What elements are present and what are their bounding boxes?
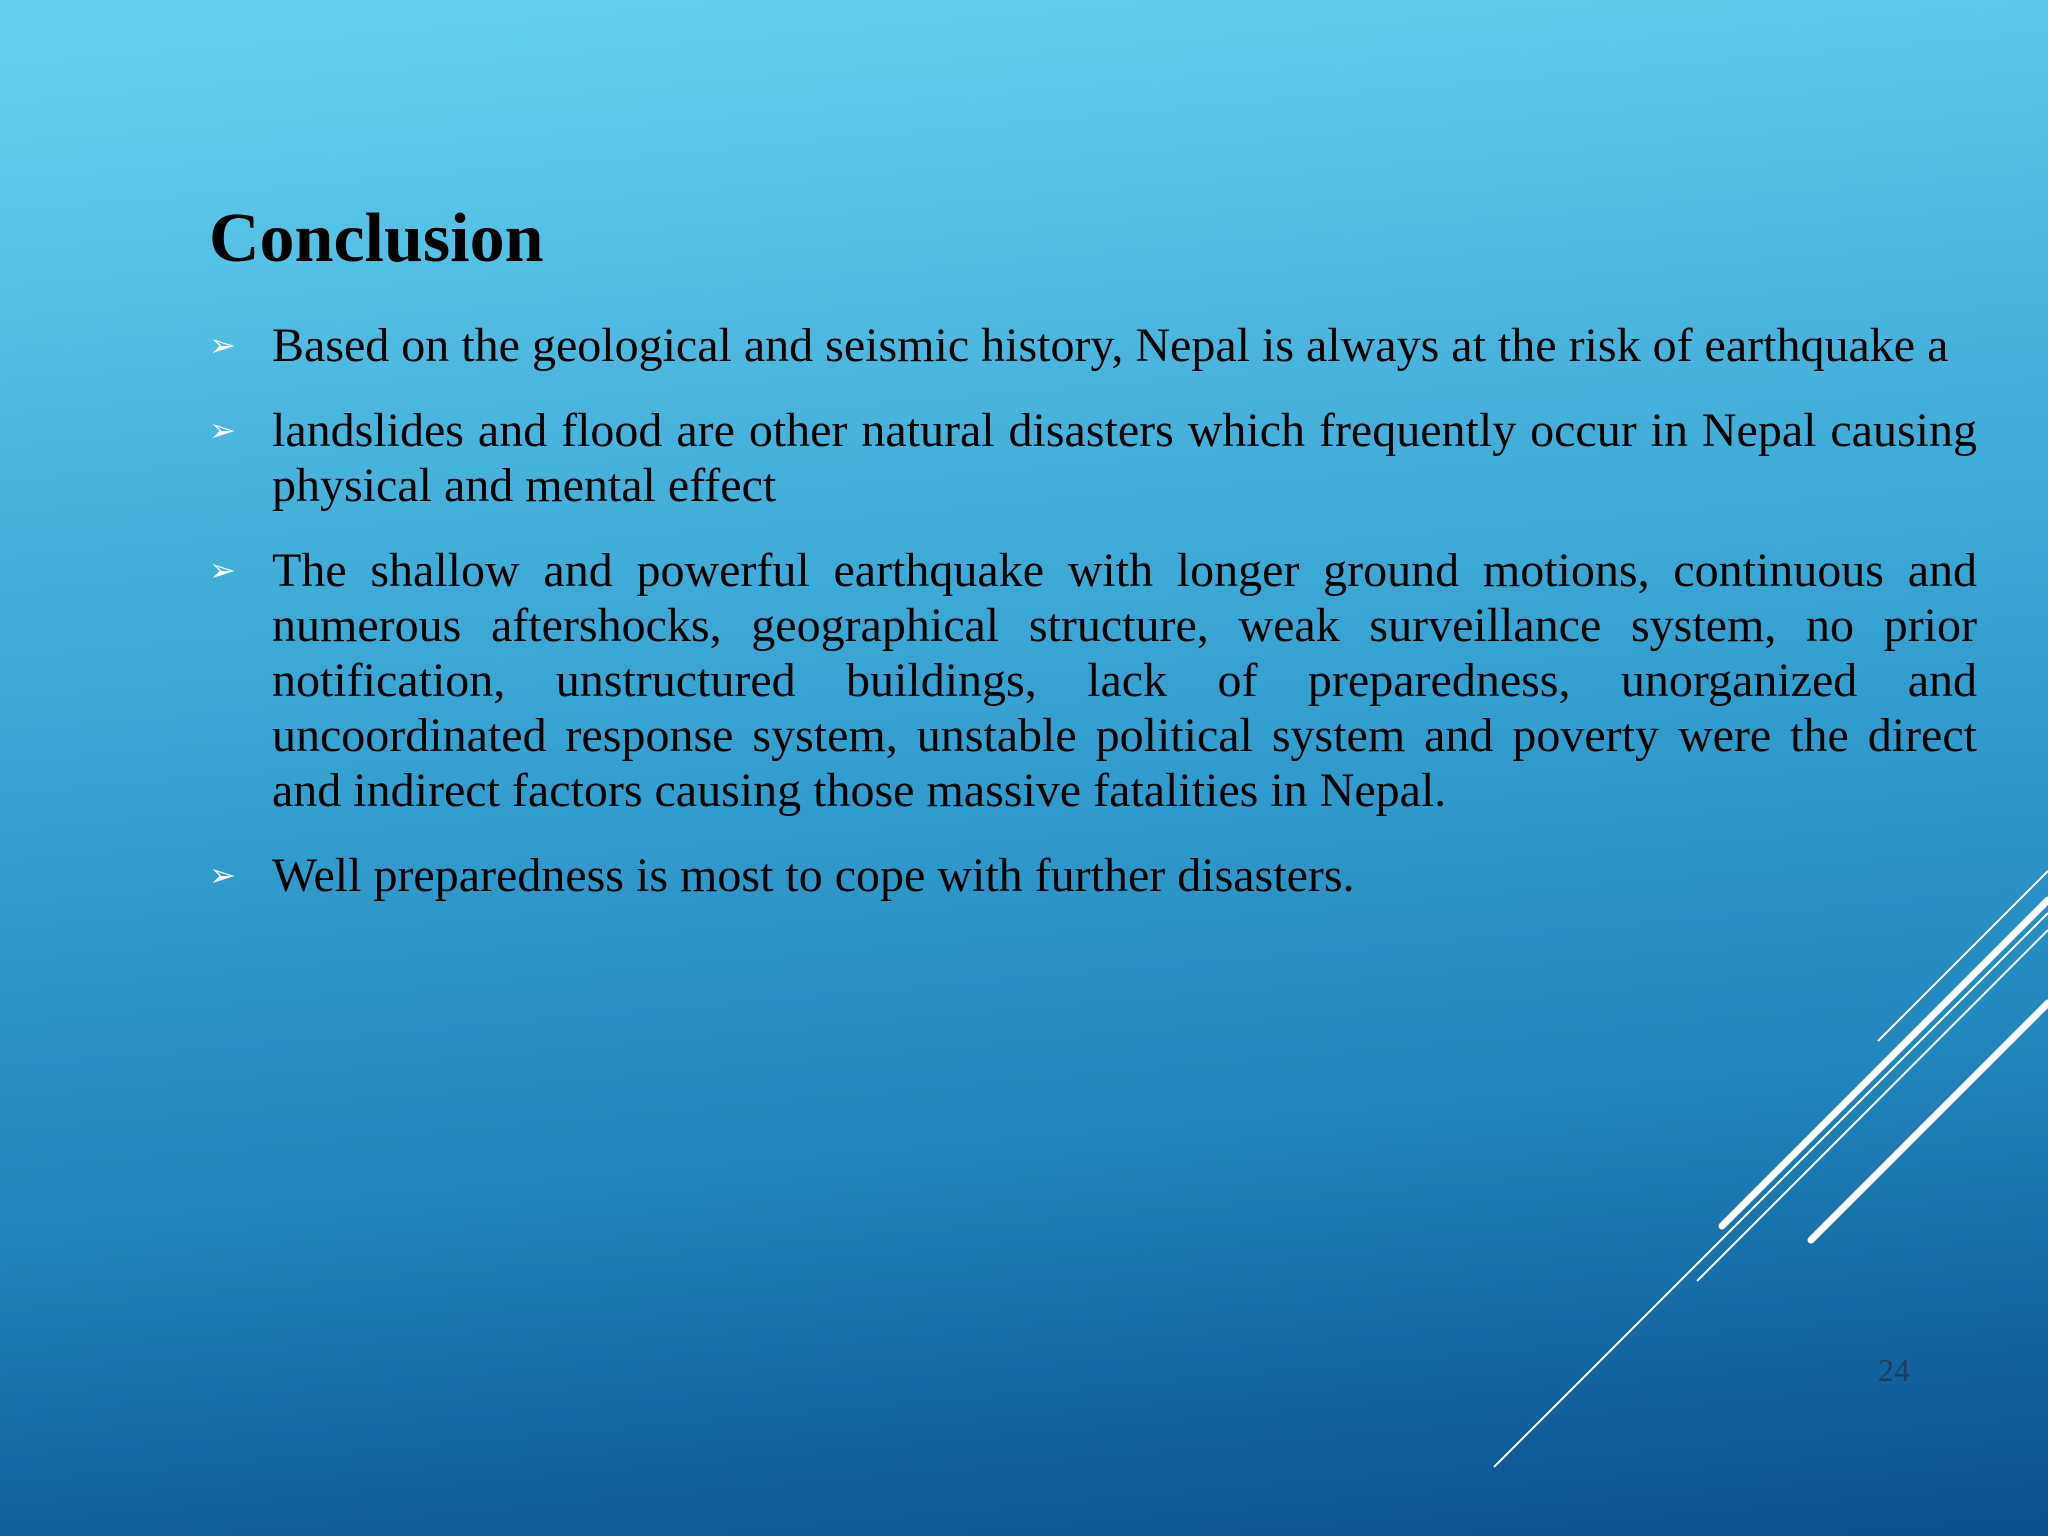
bullet-item-2 bbox=[209, 403, 1977, 513]
bullet-item-1 bbox=[209, 318, 1977, 373]
deco-line-thin-long bbox=[1494, 913, 2048, 1467]
arrowhead-bullet-icon: ➢ bbox=[209, 411, 236, 449]
bullet-list bbox=[209, 318, 1977, 933]
bullet-text: The shallow and powerful earthquake with longer ground motions, continuous and numerous aftershocks, geographical structure, weak surveillance system, no prior notification, unstructured buildings, lack of preparedness, unorganized and uncoordinated response system, unstable political system and poverty were the direct and indirect factors causing those massive fatalities in Nepal. bbox=[272, 544, 1977, 817]
bullet-text: Well preparedness is most to cope with further disasters. bbox=[272, 849, 1355, 902]
deco-line-thick-middle bbox=[1722, 900, 2048, 1226]
bullet-text: Based on the geological and seismic history, Nepal is always at the risk of earthquake a bbox=[272, 319, 1949, 372]
deco-line-thick-lower bbox=[1811, 1003, 2048, 1240]
deco-line-thin-middle bbox=[1697, 930, 2048, 1281]
arrowhead-bullet-icon: ➢ bbox=[209, 551, 236, 589]
arrowhead-bullet-icon: ➢ bbox=[209, 856, 236, 894]
slide-title: Conclusion bbox=[209, 200, 544, 277]
arrowhead-bullet-icon: ➢ bbox=[209, 326, 236, 364]
bullet-item-4 bbox=[209, 848, 1977, 903]
bullet-item-3 bbox=[209, 543, 1977, 818]
bullet-text: landslides and flood are other natural disasters which frequently occur in Nepal causing physical and mental effect bbox=[272, 404, 1977, 512]
page-number: 24 bbox=[1878, 1352, 1910, 1388]
